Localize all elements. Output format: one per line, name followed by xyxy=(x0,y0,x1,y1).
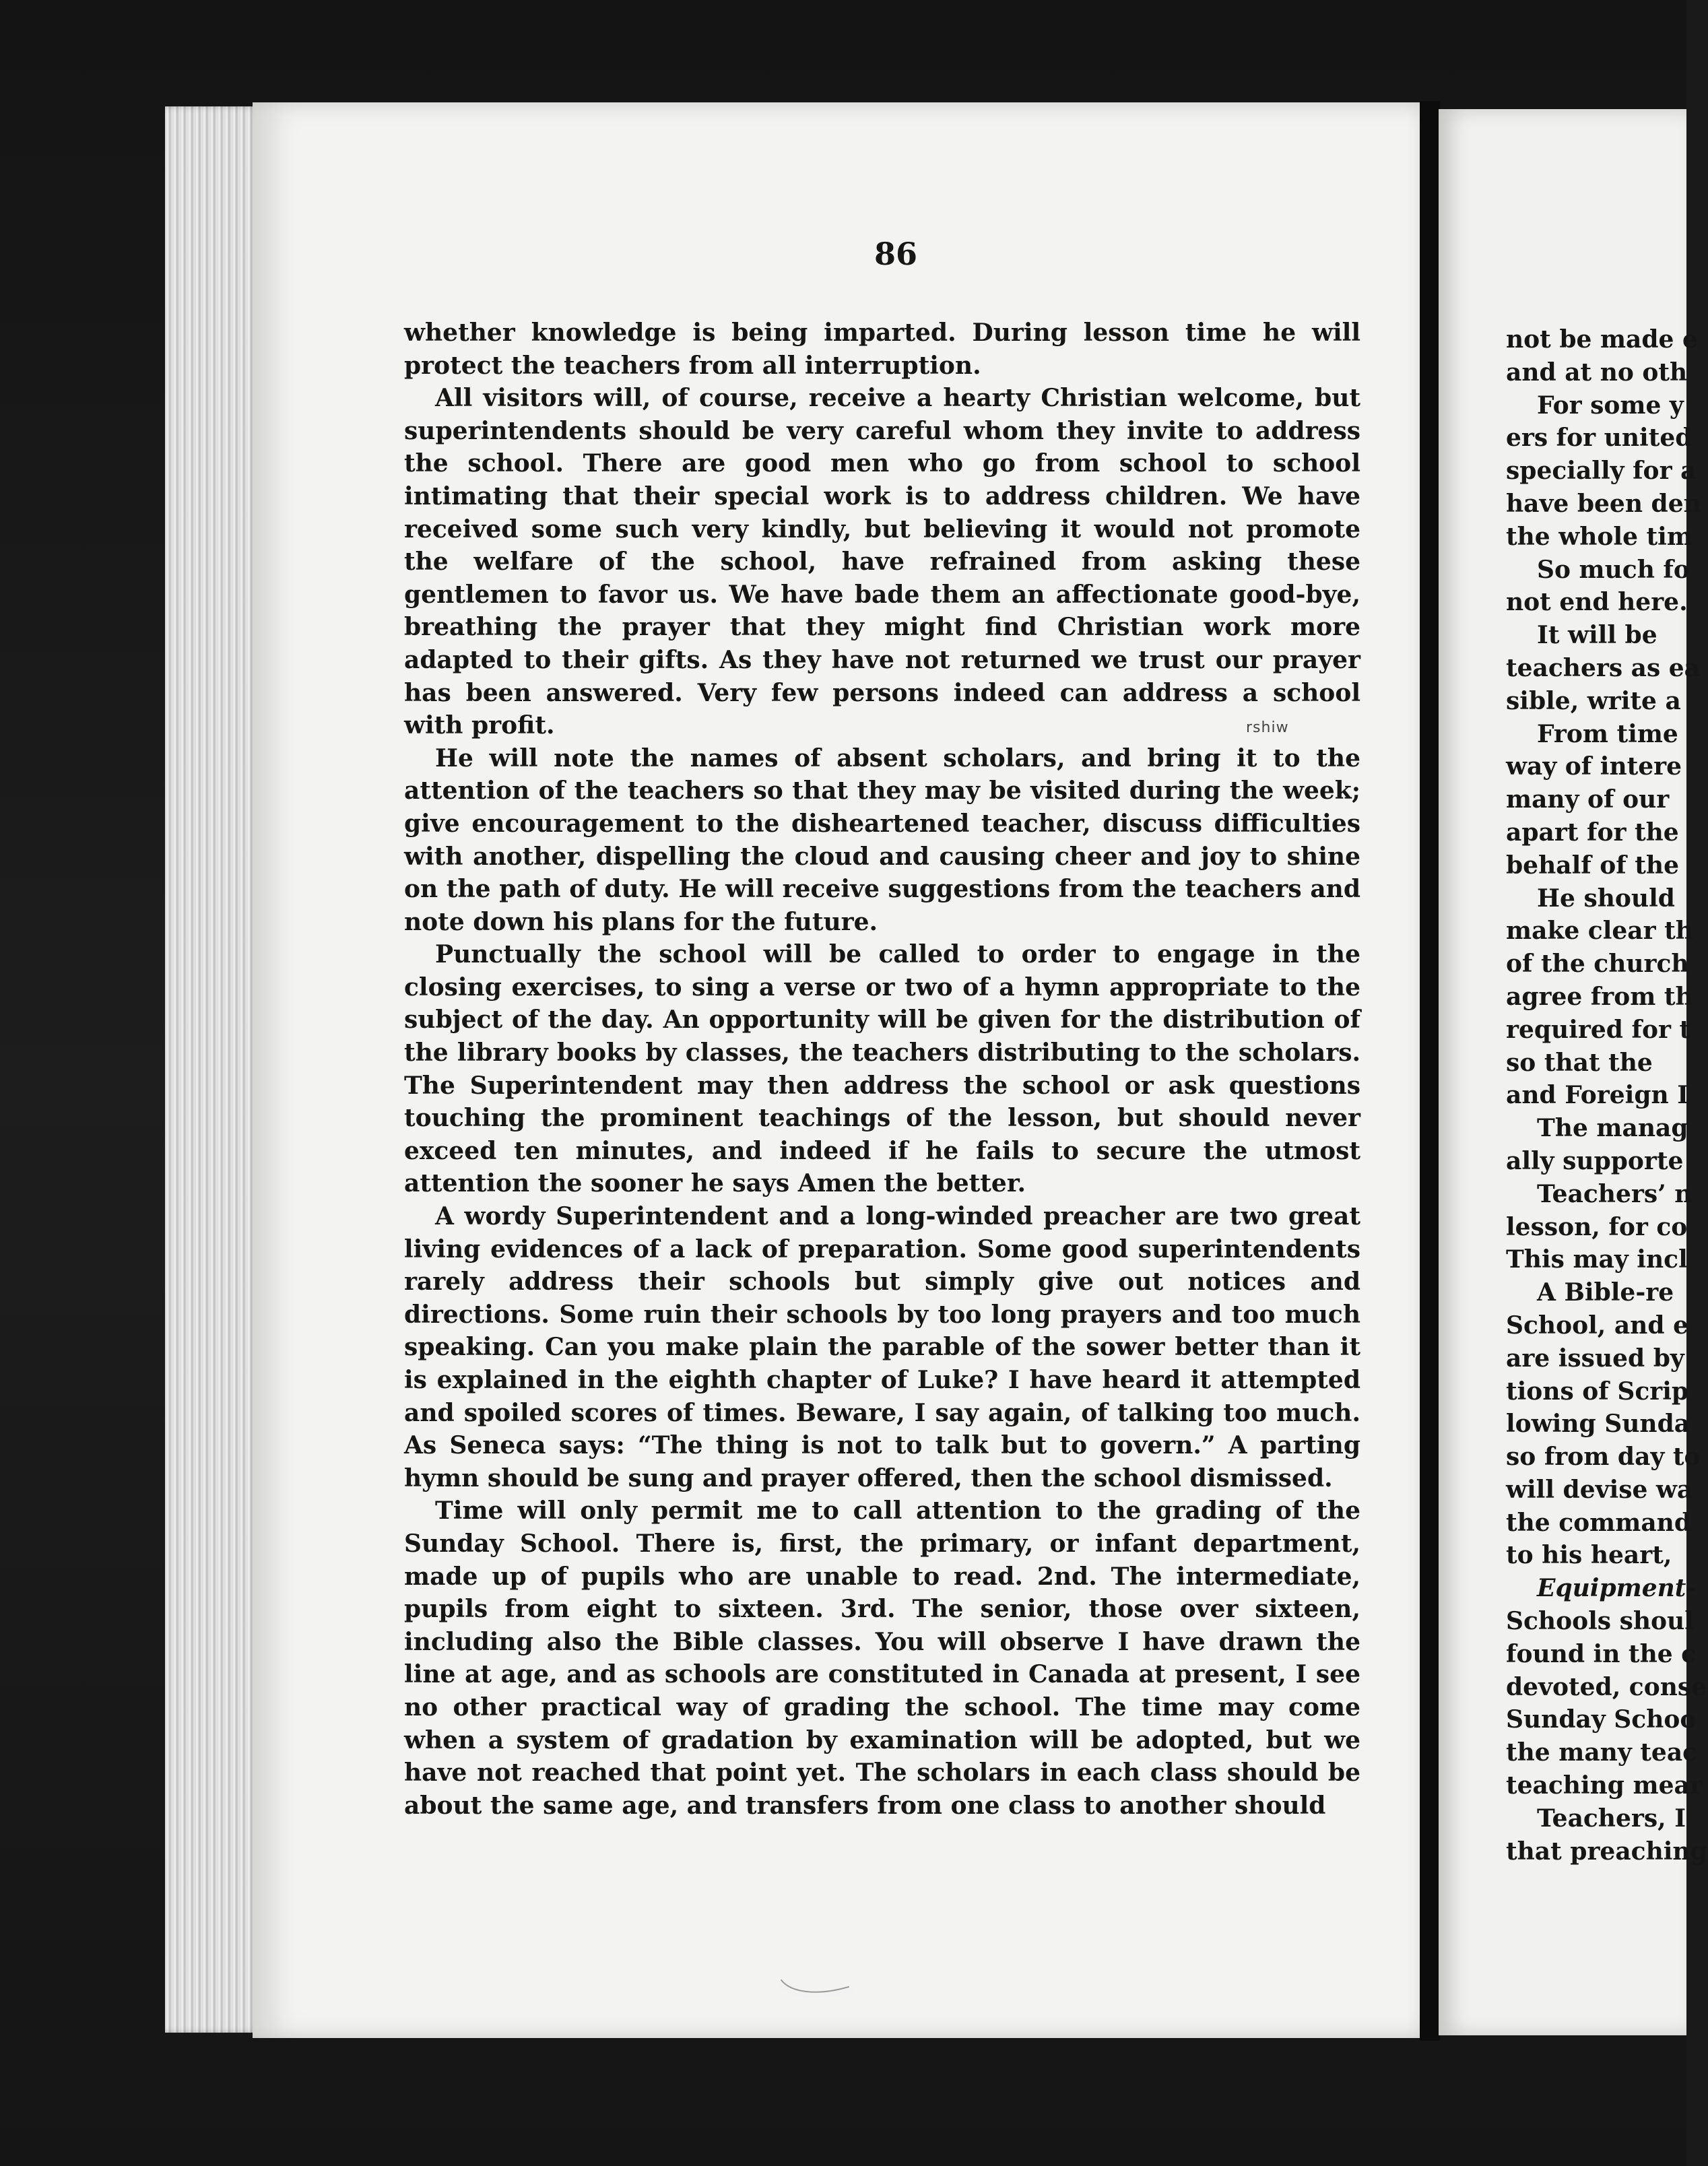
text-line: School, and e xyxy=(1506,1311,1688,1340)
text-line: many of our xyxy=(1506,785,1670,814)
paragraph: All visitors will, of course, receive a hearty Christian welcome, but superintendents should be very careful whom they invite to address the school. There are good men who go from school to school intimating that their special work is to address children. We have received some such very kindly, but believing it would not promote the welfare of the school, have refrained from asking these gentlemen to favor us. We have bade them an affectionate good-bye, breathing the prayer that they might find Christian work more adapted to their gifts. As they have not returned we trust our prayer has been answered. Very few persons indeed can address a school with profit. xyxy=(404,384,1360,740)
text-line: sible, write a xyxy=(1506,686,1681,715)
text-line: lesson, for co xyxy=(1506,1212,1688,1241)
text-line: so from day to xyxy=(1506,1443,1701,1472)
text-line: have been den xyxy=(1506,489,1701,518)
paragraph: He will note the names of absent scholars, and bring it to the attention of the teachers so that they may be visited during the week; give encouragement to the disheartened teacher, discuss difficulties with another, dispelling the cloud and causing cheer and joy to shine on the path of duty. He will receive suggestions from the teachers and note down his plans for the future. xyxy=(404,744,1360,936)
text-line: specially for a xyxy=(1506,457,1697,486)
text-line: The manag xyxy=(1537,1114,1688,1143)
marginal-note: rshiw xyxy=(1246,719,1289,736)
text-line: make clear th xyxy=(1506,917,1693,946)
text-line: agree from th xyxy=(1506,982,1693,1011)
text-line: It will be xyxy=(1537,621,1657,650)
paragraph: Punctually the school will be called to order to engage in the closing exercises, to sing a verse or two of a hymn appropriate to the subject of the day. An opportunity will be given for the distribution of the library books by classes, the teachers distributing to the scholars. The Superintendent may then address the school or ask questions touching the prominent teachings of the lesson, but should never exceed ten minutes, and indeed if he fails to secure the utmost attention the sooner he says Amen the better. xyxy=(404,940,1360,1198)
left-page-body xyxy=(404,317,1360,1822)
text-line: He should xyxy=(1537,884,1675,913)
binding-thread-mark xyxy=(775,1977,855,2004)
paragraph: A wordy Superintendent and a long-winded preacher are two great living evidences of a lack of preparation. Some good superintendents rarely address their schools but simply give out notices and directions. Some ruin their schools by too long prayers and too much speaking. Can you make plain the parable of the sower better than it is explained in the eighth chapter of Luke? I have heard it attempted and spoiled scores of times. Beware, I say again, of talking too much. As Seneca says: “The thing is not to talk but to govern.” A parting hymn should be sung and prayer offered, then the school dismissed. xyxy=(404,1202,1360,1492)
text-line: the command xyxy=(1506,1508,1692,1537)
text-line: ers for united xyxy=(1506,424,1693,453)
text-line: of the church xyxy=(1506,950,1689,979)
text-line: Teachers’ n xyxy=(1537,1179,1693,1208)
text-line: Equipment- xyxy=(1537,1574,1697,1603)
text-line: required for t xyxy=(1506,1015,1691,1044)
text-line: behalf of the xyxy=(1506,851,1680,880)
text-line: the many teac xyxy=(1506,1738,1698,1767)
text-line: way of intere xyxy=(1506,752,1682,781)
page-number: 86 xyxy=(874,236,917,272)
text-line: will devise wa xyxy=(1506,1475,1693,1504)
text-line: that preaching xyxy=(1506,1837,1707,1866)
text-line: So much fo xyxy=(1537,555,1690,584)
right-page-body xyxy=(1506,323,1708,1868)
text-line: Sunday Schoo xyxy=(1506,1705,1697,1734)
text-line: are issued by xyxy=(1506,1344,1684,1373)
text-line: Teachers, I xyxy=(1537,1804,1686,1833)
paragraph: Time will only permit me to call attention to the grading of the Sunday School. There is, first, the primary, or infant department, made up of pupils who are unable to read. 2nd. The intermediate, pupils from eight to sixteen. 3rd. The senior, those over sixteen, including also the Bible classes. You will observe I have drawn the line at age, and as schools are constituted in Canada at present, I see no other practical way of grading the school. The time may come when a system of gradation by examination will be adopted, but we have not reached that point yet. The scholars in each class should be about the same age, and transfers from one class to another should xyxy=(404,1497,1360,1820)
text-line: teachers as ea xyxy=(1506,653,1700,682)
text-line: A Bible-re xyxy=(1537,1278,1674,1307)
text-line: teaching mear xyxy=(1506,1771,1703,1800)
paragraph: whether knowledge is being imparted. During lesson time he will protect the teachers from all interruption. xyxy=(404,319,1360,380)
text-line: tions of Scrip xyxy=(1506,1377,1689,1406)
text-line: not end here. xyxy=(1506,588,1688,617)
text-line: ally supporte xyxy=(1506,1146,1684,1175)
text-line: This may incl xyxy=(1506,1245,1688,1274)
text-line: apart for the xyxy=(1506,818,1679,847)
text-line: to his heart, xyxy=(1506,1541,1672,1570)
text-line: Schools shoul xyxy=(1506,1607,1694,1636)
book-page-edges xyxy=(165,106,259,2033)
book-gutter xyxy=(1420,101,1440,2041)
text-line: lowing Sunda xyxy=(1506,1410,1690,1439)
text-line: and at no oth xyxy=(1506,358,1688,387)
text-line: devoted, conse xyxy=(1506,1672,1707,1701)
text-line: For some y xyxy=(1537,391,1684,420)
text-line: the whole tim xyxy=(1506,522,1693,551)
text-line: From time xyxy=(1537,719,1678,748)
text-line: found in the c xyxy=(1506,1639,1697,1668)
text-line: not be made e xyxy=(1506,325,1698,354)
text-line: so that the xyxy=(1506,1048,1653,1077)
text-line: and Foreign I xyxy=(1506,1081,1689,1110)
